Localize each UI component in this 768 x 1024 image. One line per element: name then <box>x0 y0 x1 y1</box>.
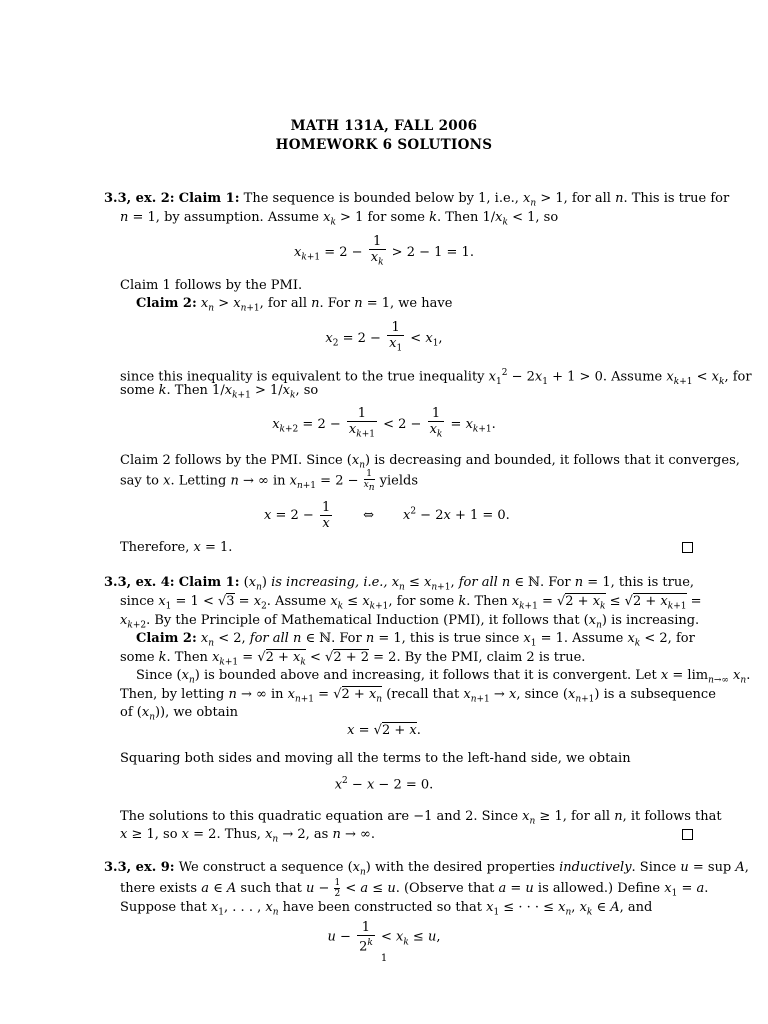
ex4-label: 3.3, ex. 4: <box>104 575 175 590</box>
ex2-line7: Claim 2 follows by the PMI. Since $(x_n)$ is decreasing and bounded, it follows that it converges, <box>120 453 740 471</box>
ex2-eq2: $x_2 = 2$ − $\frac{1}{x_1}$ < $x_1$, <box>325 320 443 354</box>
ex4-claim2-label: Claim 2: <box>136 631 197 646</box>
ex2-line3: Claim 1 follows by the PMI. <box>120 278 303 293</box>
ex9-label: 3.3, ex. 9: <box>104 860 175 875</box>
ex2-line2: n = 1, by assumption. Assume $x_k > 1$ for some k. Then $1/x_k < 1$, so <box>120 210 559 228</box>
ex2-line1: 3.3, ex. 2: Claim 1: The sequence is bounded below by 1, i.e., $x_n > 1$, for all n. This is true for <box>104 191 730 209</box>
ex2-line6: some k. Then $1/x_{k+1} > 1/x_k$, so <box>120 383 319 401</box>
doc-title-line2: HOMEWORK 6 SOLUTIONS <box>275 137 493 153</box>
ex2-claim2-label: Claim 2: <box>136 296 197 311</box>
ex4-line5: some k. Then $x_{k+1} = √2 + x_k < √2 + 2 = 2$. By the PMI, claim 2 is true. <box>120 650 586 668</box>
ex2-eq4: x = 2 − $\frac{1}{x}$ ⇔ $x^2 - 2x + 1 = 0$. <box>264 500 510 531</box>
ex4-line2: since $x_1 = 1 < √3 = x_2$. Assume $x_k \le x_{k+1}$, for some k. Then $x_{k+1} = √2 + x_k \le √2 + x_{k+1}$ = <box>120 594 702 612</box>
ex2-eq1: $x_{k+1} = 2$ − $\frac{1}{x_k}$ > 2 − 1 = 1. <box>294 234 474 268</box>
ex4-line11: x ≥ 1, so x = 2. Thus, $x_n \to 2$, as n → ∞. <box>120 827 375 845</box>
ex9-line1: 3.3, ex. 9: We construct a sequence $(x_n)$ with the desired properties inductively. Since u = sup A, <box>104 860 749 878</box>
ex4-line1: 3.3, ex. 4: Claim 1: $(x_n)$ is increasing, i.e., $x_n \le x_{n+1}$, for all n ∈ ℕ. For n = 1, this is true, <box>104 575 695 593</box>
ex4-eq1: x = √2 + x. <box>347 723 421 738</box>
ex2-eq3: $x_{k+2} = 2$ − $\frac{1}{x_{k+1}}$ < 2 − $\frac{1}{x_k}$ = $x_{k+1}$. <box>272 406 496 440</box>
ex4-claim1-label: Claim 1: <box>178 575 240 590</box>
ex2-claim1-label: Claim 1: <box>178 191 240 206</box>
ex4-line8: of $(x_n)$), we obtain <box>120 705 238 723</box>
ex4-line10: The solutions to this quadratic equation are −1 and 2. Since $x_n \ge 1$, for all n, it follows that <box>120 809 722 827</box>
ex2-line5: since this inequality is equivalent to the true inequality $x_1^2 - 2x_1 + 1 > 0$. Assume $x_{k+1} < x_k$, for <box>120 368 752 387</box>
ex4-line9: Squaring both sides and moving all the terms to the left-hand side, we obtain <box>120 751 631 766</box>
ex4-line3: $x_{k+2}$. By the Principle of Mathematical Induction (PMI), it follows that $(x_n)$ is increasing. <box>120 613 700 631</box>
ex4-line6: Since $(x_n)$ is bounded above and increasing, it follows that it is convergent. Let $x = \lim_{n\to\infty} x_n$. <box>136 668 751 686</box>
ex9-line2: there exists a ∈ A such that u − $\frac{1}{2}$ < a ≤ u. (Observe that a = u is allowed.) Define $x_1 = a$. <box>120 878 709 899</box>
ex9-line3: Suppose that $x_1$, . . . , $x_n$ have been constructed so that $x_1$ ≤ · · · ≤ $x_n$, $x_k$ ∈ A, and <box>120 900 653 918</box>
doc-title-line1: MATH 131A, FALL 2006 <box>290 118 478 134</box>
ex2-label: 3.3, ex. 2: <box>104 191 175 206</box>
ex2-line4: Claim 2: $x_n > x_{n+1}$, for all n. For n = 1, we have <box>136 296 453 314</box>
ex9-eq1: u − $\frac{1}{2^k}$ < $x_k \le u$, <box>327 920 441 955</box>
page-number: 1 <box>380 953 388 964</box>
ex4-line7: Then, by letting n → ∞ in $x_{n+1} = √2 + x_n$ (recall that $x_{n+1} \to x$, since $(x_{n+1})$ is a subsequence <box>120 687 716 705</box>
qed-box-ex4 <box>682 829 693 840</box>
ex4-eq2: $x^2 - x - 2 = 0$. <box>334 776 434 793</box>
ex2-line8: say to x. Letting n → ∞ in $x_{n+1} = 2$ − $\frac{1}{x_n}$ yields <box>120 469 418 493</box>
ex2-line9: Therefore, x = 1. <box>120 540 233 555</box>
ex4-line4: Claim 2: $x_n < 2$, for all n ∈ ℕ. For n = 1, this is true since $x_1 = 1$. Assume $x_k < 2$, for <box>136 631 695 649</box>
qed-box-ex2 <box>682 542 693 553</box>
